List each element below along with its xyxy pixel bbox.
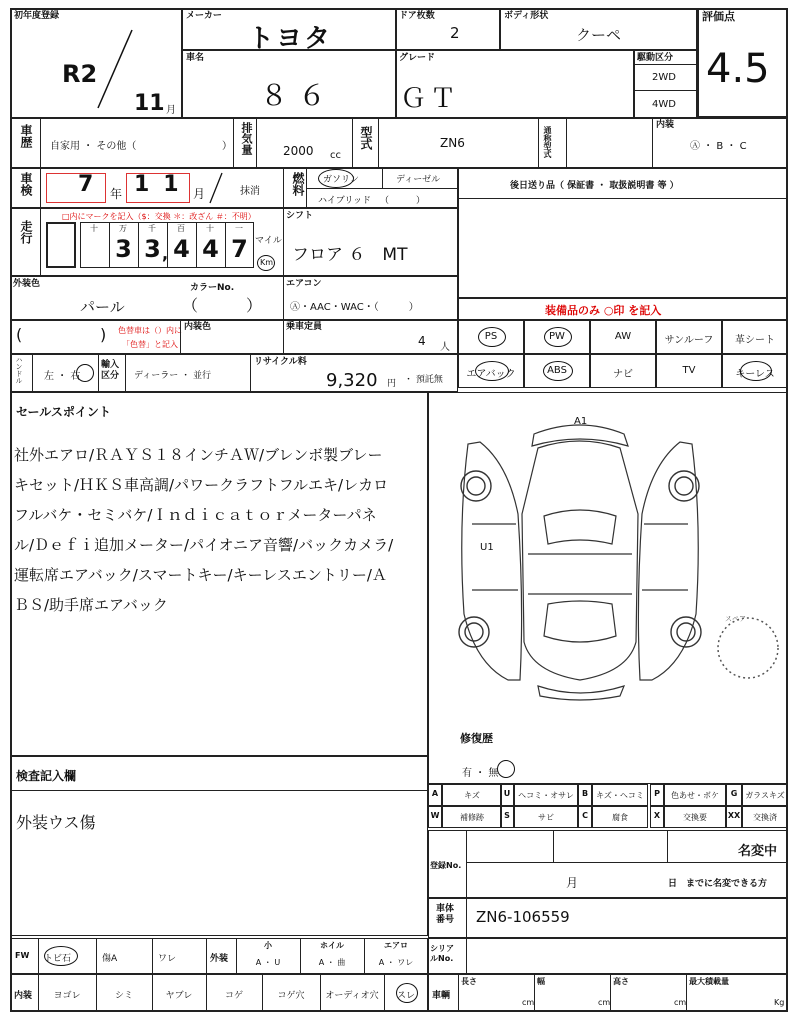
inspection-erased: 抹消 — [240, 186, 260, 197]
mileage-km: Km — [260, 258, 274, 267]
ext-item-value[interactable]: A ・ U — [255, 958, 281, 967]
inspector-text: 外装ウス傷 — [16, 813, 96, 832]
handle-label: ハンドル — [15, 356, 23, 384]
interior-label: 内装 — [656, 120, 675, 130]
int-item[interactable]: シミ — [114, 991, 133, 1001]
equipment-label: PW — [549, 331, 565, 342]
first-reg-month-unit: 月 — [166, 105, 176, 116]
grade-value: ＧＴ — [400, 84, 461, 114]
equipment-label: TV — [682, 365, 696, 376]
repair-label: 修復歴 — [460, 732, 493, 745]
exterior-color-label: 外装色 — [13, 279, 41, 289]
fuel-hybrid: ハイブリッド — [318, 196, 372, 206]
equipment-circle — [475, 361, 509, 381]
serial-divider — [466, 938, 467, 974]
doors-value: 2 — [450, 24, 460, 42]
mileage-digit: 3 — [144, 235, 161, 263]
legend-key: S — [504, 811, 510, 820]
mileage-label: 走行 — [19, 220, 33, 244]
legend-key: A — [431, 789, 439, 798]
history-paren: ） — [222, 141, 232, 152]
capacity-value: 4 — [418, 334, 426, 348]
mileage-unit-label: 百 — [177, 224, 185, 233]
equipment-label: エアバック — [466, 369, 516, 380]
drive-2wd: 2WD — [652, 72, 676, 83]
repaint-note-1: 色替車は（）内に — [118, 326, 182, 335]
first-reg-month: 11 — [134, 91, 165, 116]
legend-desc: 補修跡 — [460, 813, 484, 822]
int-item[interactable]: コゲ穴 — [277, 991, 305, 1001]
int-item[interactable]: ヤブレ — [165, 991, 193, 1001]
inspection-year-box[interactable] — [46, 173, 106, 203]
mileage-unit-label: 十 — [90, 224, 98, 233]
equipment-circle — [544, 327, 572, 347]
repair-none-circle — [497, 760, 515, 778]
drive-4wd: 4WD — [652, 99, 676, 110]
color-row-2 — [10, 320, 458, 354]
mileage-digit: 4 — [173, 235, 190, 263]
import-value: ディーラー ・ 並行 — [134, 371, 212, 381]
chassis-label: 車体番号 — [436, 904, 455, 925]
inspection-year-unit: 年 — [110, 187, 123, 201]
maker-label: メーカー — [186, 11, 222, 21]
interior-color-label: 内装色 — [184, 322, 212, 332]
recycle-label: リサイクル料 — [254, 357, 307, 367]
fuel-gas-circle — [318, 169, 354, 188]
mileage-unit-label: 万 — [119, 224, 127, 233]
int-wear-circle — [396, 983, 418, 1003]
sales-point-line: ル/Ｄｅｆｉ追加メーター/パイオニア音響/バックカメラ/ — [14, 536, 394, 554]
exterior-color-value: パール — [80, 298, 125, 316]
mileage-digit: 4 — [202, 235, 219, 263]
dims-unit: cm — [674, 998, 687, 1007]
mileage-unit-label: 一 — [235, 224, 243, 233]
legend-key: G — [730, 789, 738, 798]
int-label: 内装 — [14, 991, 33, 1001]
repair-value: 有 ・ 無 — [462, 768, 499, 779]
ac-options: Ⓐ・AAC・WAC・（ ） — [290, 302, 419, 313]
registration-label: 登録No. — [430, 861, 462, 870]
int-item[interactable]: オーディオ穴 — [325, 991, 379, 1001]
ext-divider — [206, 938, 207, 974]
serial-cell — [428, 938, 788, 974]
fw-item[interactable]: トビ石 — [44, 954, 72, 964]
mileage-digit: 3 — [115, 235, 132, 263]
sales-point-line: 社外エアロ/ＲＡＹＳ１８インチＡＷ/ブレンボ製ブレー — [14, 446, 383, 464]
handle-right-circle — [76, 364, 94, 382]
mileage-mile: マイル — [255, 236, 282, 246]
shift-value: フロア ６ MT — [292, 245, 408, 265]
capacity-label: 乗車定員 — [286, 322, 323, 332]
color-no-value: （ ） — [182, 296, 263, 315]
sales-point-line: ＢＳ/助手席エアバック — [14, 596, 168, 614]
grade-label: グレード — [399, 53, 436, 63]
int-item[interactable]: スレ — [396, 991, 415, 1001]
equipment-label: キーレス — [735, 369, 775, 380]
dims-unit: cm — [522, 998, 535, 1007]
mileage-unit-label: 十 — [206, 224, 214, 233]
int-item[interactable]: ヨゴレ — [53, 991, 81, 1001]
fw-divider — [152, 938, 153, 974]
displacement-unit: cc — [330, 150, 341, 161]
repaint-paren-close: ) — [100, 325, 107, 344]
sales-point-line: フルバケ・セミバケ/Ｉｎｄｉｃａｔｏｒメーターパネ — [14, 506, 377, 524]
score-label: 評価点 — [702, 10, 735, 23]
equipment-label: 革シート — [735, 335, 775, 346]
handle-value: 左 ・ 右 — [44, 371, 81, 382]
fw-divider — [38, 938, 39, 974]
capacity-unit: 人 — [440, 342, 450, 353]
legend-key: W — [430, 811, 440, 820]
history-label: 車歴 — [19, 124, 33, 148]
ac-label: エアコン — [286, 279, 322, 289]
maker-value: トヨタ — [248, 24, 333, 54]
dims-field-label: 幅 — [537, 977, 545, 986]
chassis-value: ZN6-106559 — [476, 908, 570, 926]
displacement-label: 排気量 — [240, 122, 253, 155]
mileage-unit-label: 千 — [148, 224, 156, 233]
sales-point-line: 運転席エアバック/スマートキー/キーレスエントリー/Ａ — [14, 566, 387, 584]
inspection-month-unit: 月 — [193, 187, 206, 201]
shift-label: シフト — [286, 211, 314, 221]
equipment-label: ナビ — [613, 369, 633, 380]
legend-key: B — [581, 789, 589, 798]
recycle-unit: 円 — [387, 379, 397, 389]
delivery-label: 後日送り品（ 保証書 ・ 取扱説明書 等 ） — [510, 181, 679, 191]
model-label: 車名 — [186, 53, 205, 63]
dims-field-label: 長さ — [461, 977, 477, 986]
fw-stone-circle — [44, 946, 78, 966]
common-type-label: 通称型式 — [543, 126, 552, 158]
first-reg-label: 初年度登録 — [14, 11, 60, 21]
equipment-header: 装備品のみ ○印 を記入 — [545, 304, 662, 317]
dims-divider — [686, 974, 687, 1012]
type-label: 型式 — [359, 126, 373, 150]
repaint-paren: ( — [16, 325, 23, 344]
fw-item[interactable]: ワレ — [158, 954, 177, 964]
equipment-circle — [740, 361, 772, 381]
legend-desc: キズ — [464, 791, 480, 800]
equipment-label: PS — [484, 331, 498, 342]
equipment-circle — [478, 327, 506, 347]
car-diagram — [428, 404, 788, 704]
legend-key: P — [654, 789, 660, 798]
legend-desc: ヘコミ・オサレ — [518, 791, 574, 800]
dims-field-label: 最大積載量 — [689, 977, 729, 986]
mileage-digit: 7 — [231, 235, 248, 263]
legend-desc: 色あせ・ボケ — [671, 791, 719, 800]
recycle-value: 9,320 — [326, 370, 378, 391]
dims-label: 車輌 — [432, 991, 451, 1001]
dims-divider — [534, 974, 535, 1012]
dims-unit: Kg — [774, 998, 785, 1007]
fuel-diesel: ディーゼル — [396, 175, 441, 185]
fw-item[interactable]: 傷A — [102, 954, 118, 964]
inspection-month: 11 — [134, 172, 193, 197]
ext-label: 外装 — [210, 954, 229, 964]
diagram-a1: A1 — [574, 416, 588, 427]
displacement-value: 2000 — [283, 144, 314, 158]
equipment-circle — [543, 361, 573, 381]
fw-label: FW — [15, 951, 30, 960]
ext-item-title: ホイル — [320, 941, 344, 950]
legend-key: XX — [727, 811, 741, 820]
body-label: ボディ形状 — [504, 11, 549, 21]
mileage-mark-box[interactable] — [46, 222, 76, 268]
inspector-label: 検査記入欄 — [16, 769, 77, 783]
ext-item-title: 小 — [264, 941, 272, 950]
repaint-note-2: 「色替」と記入 — [122, 340, 178, 349]
history-value: 自家用 ・ その他（ — [50, 141, 137, 152]
inspection-slash — [206, 171, 226, 205]
fuel-label: 燃料 — [291, 172, 305, 196]
int-item[interactable]: コゲ — [224, 991, 243, 1001]
legend-desc: サビ — [538, 813, 554, 822]
legend-desc: 交換要 — [683, 813, 707, 822]
serial-label: シリアルNo. — [430, 944, 454, 963]
dims-unit: cm — [598, 998, 611, 1007]
mileage-note: □内にマークを記入（$：交換 ＊：改ざん ＃：不明） — [62, 212, 256, 221]
doors-label: ドア枚数 — [399, 11, 435, 21]
equipment-label: サンルーフ — [664, 335, 714, 346]
registration-day-note: 日 までに名変できる方 — [668, 879, 768, 889]
legend-key: U — [503, 789, 511, 798]
ext-item-value[interactable]: A ・ 曲 — [318, 958, 346, 967]
mileage-km-circle — [257, 255, 275, 271]
registration-month: 月 — [566, 876, 579, 890]
fw-divider — [96, 938, 97, 974]
equipment-label: ABS — [547, 365, 567, 376]
ext-item-title: エアロ — [384, 941, 408, 950]
body-value: クーペ — [576, 26, 622, 44]
legend-desc: 腐食 — [612, 813, 628, 822]
registration-name-change: 名変中 — [738, 844, 778, 859]
legend-desc: キズ・ヘコミ — [596, 791, 644, 800]
dims-divider — [458, 974, 459, 1012]
color-no-label: カラーNo. — [190, 283, 235, 293]
diagram-spare: スペア — [725, 615, 746, 623]
dims-divider — [610, 974, 611, 1012]
legend-desc: ガラスキズ — [745, 791, 785, 800]
dims-field-label: 高さ — [613, 977, 629, 986]
legend-key: C — [582, 811, 588, 820]
inspection-label: 車検 — [19, 172, 33, 196]
legend-desc: 交換済 — [753, 813, 777, 822]
legend-key: X — [653, 811, 661, 820]
interior-grades: Ⓐ ・ B ・ C — [690, 141, 747, 152]
model-value: ８６ — [260, 79, 337, 112]
fuel-other: （ ） — [380, 196, 426, 206]
score-value: 4.5 — [706, 46, 770, 92]
drive-label: 駆動区分 — [637, 53, 674, 63]
sales-point-line: キセット/ＨＫＳ車高調/パワークラフトフルエキ/レカロ — [14, 476, 389, 494]
diagram-u1: U1 — [480, 542, 494, 553]
first-reg-era: R2 — [62, 60, 98, 88]
import-label: 輸入区分 — [101, 360, 120, 381]
sales-points-label: セールスポイント — [16, 405, 111, 419]
type-value: ZN6 — [440, 136, 465, 150]
equipment-label: AW — [614, 331, 632, 342]
inspection-year: 7 — [78, 172, 94, 197]
ext-item-value[interactable]: A ・ ワレ — [378, 958, 414, 967]
fuel-gas: ガソリン — [323, 175, 360, 185]
mileage-comma: , — [162, 244, 169, 263]
recycle-deposit: ・ 預託無 — [404, 375, 443, 385]
